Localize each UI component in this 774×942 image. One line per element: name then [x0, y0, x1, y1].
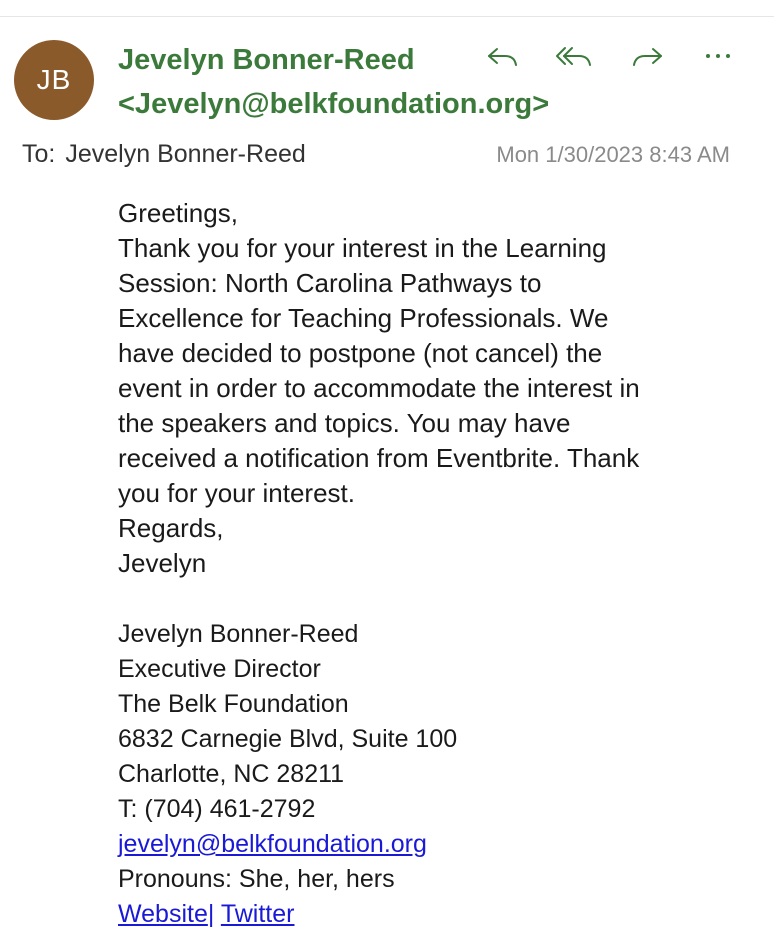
- recipient-line: [22, 140, 306, 169]
- signature-links: [118, 897, 457, 932]
- body-line: received a notification from Eventbrite. Thank: [118, 443, 640, 473]
- signature-address-line2: Charlotte, NC 28211: [118, 760, 345, 788]
- signature-email-link[interactable]: jevelyn@belkfoundation.org: [118, 830, 427, 858]
- greeting: Greetings,: [118, 198, 238, 228]
- sender-email[interactable]: <Jevelyn@belkfoundation.org>: [118, 88, 550, 120]
- reply-button[interactable]: [480, 38, 524, 74]
- body-line: have decided to postpone (not cancel) the: [118, 338, 603, 368]
- signature-pronouns: Pronouns: She, her, hers: [118, 865, 395, 893]
- website-link[interactable]: Website: [118, 900, 208, 928]
- to-label: To:: [22, 140, 56, 168]
- signature-title: Executive Director: [118, 655, 321, 683]
- top-divider: [0, 16, 774, 17]
- more-button[interactable]: [696, 38, 740, 74]
- reply-all-icon: [555, 43, 593, 69]
- message-toolbar: [480, 38, 750, 74]
- signature-phone: T: (704) 461-2792: [118, 795, 316, 823]
- sent-date: Mon 1/30/2023 8:43 AM: [496, 142, 730, 167]
- body-line: event in order to accommodate the interest in: [118, 373, 640, 403]
- reply-icon: [485, 43, 519, 69]
- more-icon: [703, 51, 733, 61]
- body-line: Session: North Carolina Pathways to: [118, 268, 542, 298]
- sender-name[interactable]: Jevelyn Bonner-Reed: [118, 44, 415, 76]
- email-signature: [118, 617, 457, 932]
- twitter-link[interactable]: Twitter: [220, 900, 295, 928]
- forward-icon: [631, 43, 665, 69]
- signoff: Jevelyn: [118, 548, 207, 578]
- signature-org: The Belk Foundation: [118, 690, 349, 718]
- body-line: the speakers and topics. You may have: [118, 408, 571, 438]
- forward-button[interactable]: [626, 38, 670, 74]
- body-line: you for your interest.: [118, 478, 355, 508]
- body-line: Thank you for your interest in the Learning: [118, 233, 607, 263]
- reply-all-button[interactable]: [552, 38, 596, 74]
- avatar[interactable]: JB: [14, 40, 94, 120]
- link-separator: |: [207, 900, 215, 928]
- body-line: Excellence for Teaching Professionals. We: [118, 303, 609, 333]
- signature-address-line1: 6832 Carnegie Blvd, Suite 100: [118, 725, 458, 753]
- recipient-name[interactable]: Jevelyn Bonner-Reed: [65, 140, 306, 168]
- closing: Regards,: [118, 513, 224, 543]
- message-body: [118, 196, 738, 581]
- signature-name: Jevelyn Bonner-Reed: [118, 620, 359, 648]
